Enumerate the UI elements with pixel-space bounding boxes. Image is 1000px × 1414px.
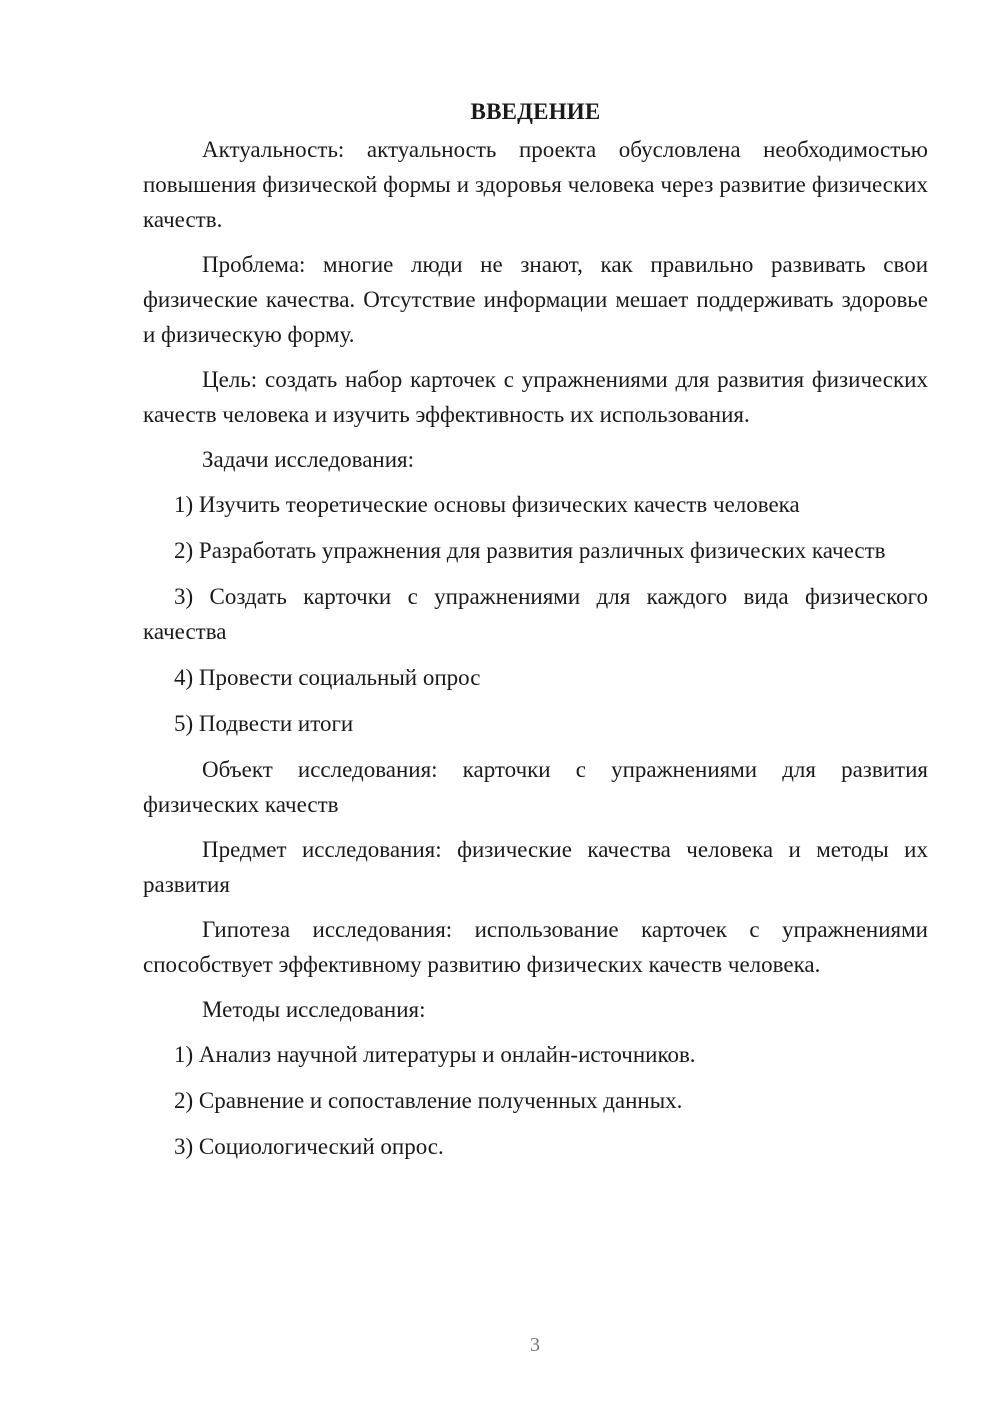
- problem-paragraph: Проблема: многие люди не знают, как правильно развивать свои физические качества. Отсутствие информации мешает поддерживать здоровье и физическую форму.: [143, 252, 928, 347]
- page-number: 3: [530, 1334, 540, 1356]
- task-item-4: 4) Провести социальный опрос: [174, 665, 481, 690]
- task-item-1: 1) Изучить теоретические основы физических качеств человека: [174, 492, 800, 517]
- relevance-paragraph: Актуальность: актуальность проекта обусловлена необходимостью повышения физической формы и здоровья человека через развитие физических качеств.: [143, 137, 928, 232]
- task-item-5: 5) Подвести итоги: [174, 711, 354, 736]
- task-item-3: 3) Создать карточки с упражнениями для каждого вида физического качества: [143, 584, 928, 644]
- goal-paragraph: Цель: создать набор карточек с упражнениями для развития физических качеств человека и изучить эффективность их использования.: [143, 367, 928, 427]
- tasks-heading: Задачи исследования:: [202, 447, 415, 472]
- subject-paragraph: Предмет исследования: физические качества человека и методы их развития: [143, 837, 928, 897]
- methods-heading: Методы исследования:: [202, 997, 426, 1022]
- method-item-3: 3) Социологический опрос.: [174, 1134, 444, 1159]
- document-page: [143, 92, 928, 1175]
- method-item-2: 2) Сравнение и сопоставление полученных данных.: [174, 1088, 683, 1113]
- method-item-1: 1) Анализ научной литературы и онлайн-источников.: [174, 1042, 696, 1067]
- object-paragraph: Объект исследования: карточки с упражнениями для развития физических качеств: [143, 757, 928, 817]
- section-title: ВВЕДЕНИЕ: [470, 99, 601, 124]
- hypothesis-paragraph: Гипотеза исследования: использование карточек с упражнениями способствует эффективному развитию физических качеств человека.: [143, 917, 928, 977]
- task-item-2: 2) Разработать упражнения для развития различных физических качеств: [174, 538, 886, 563]
